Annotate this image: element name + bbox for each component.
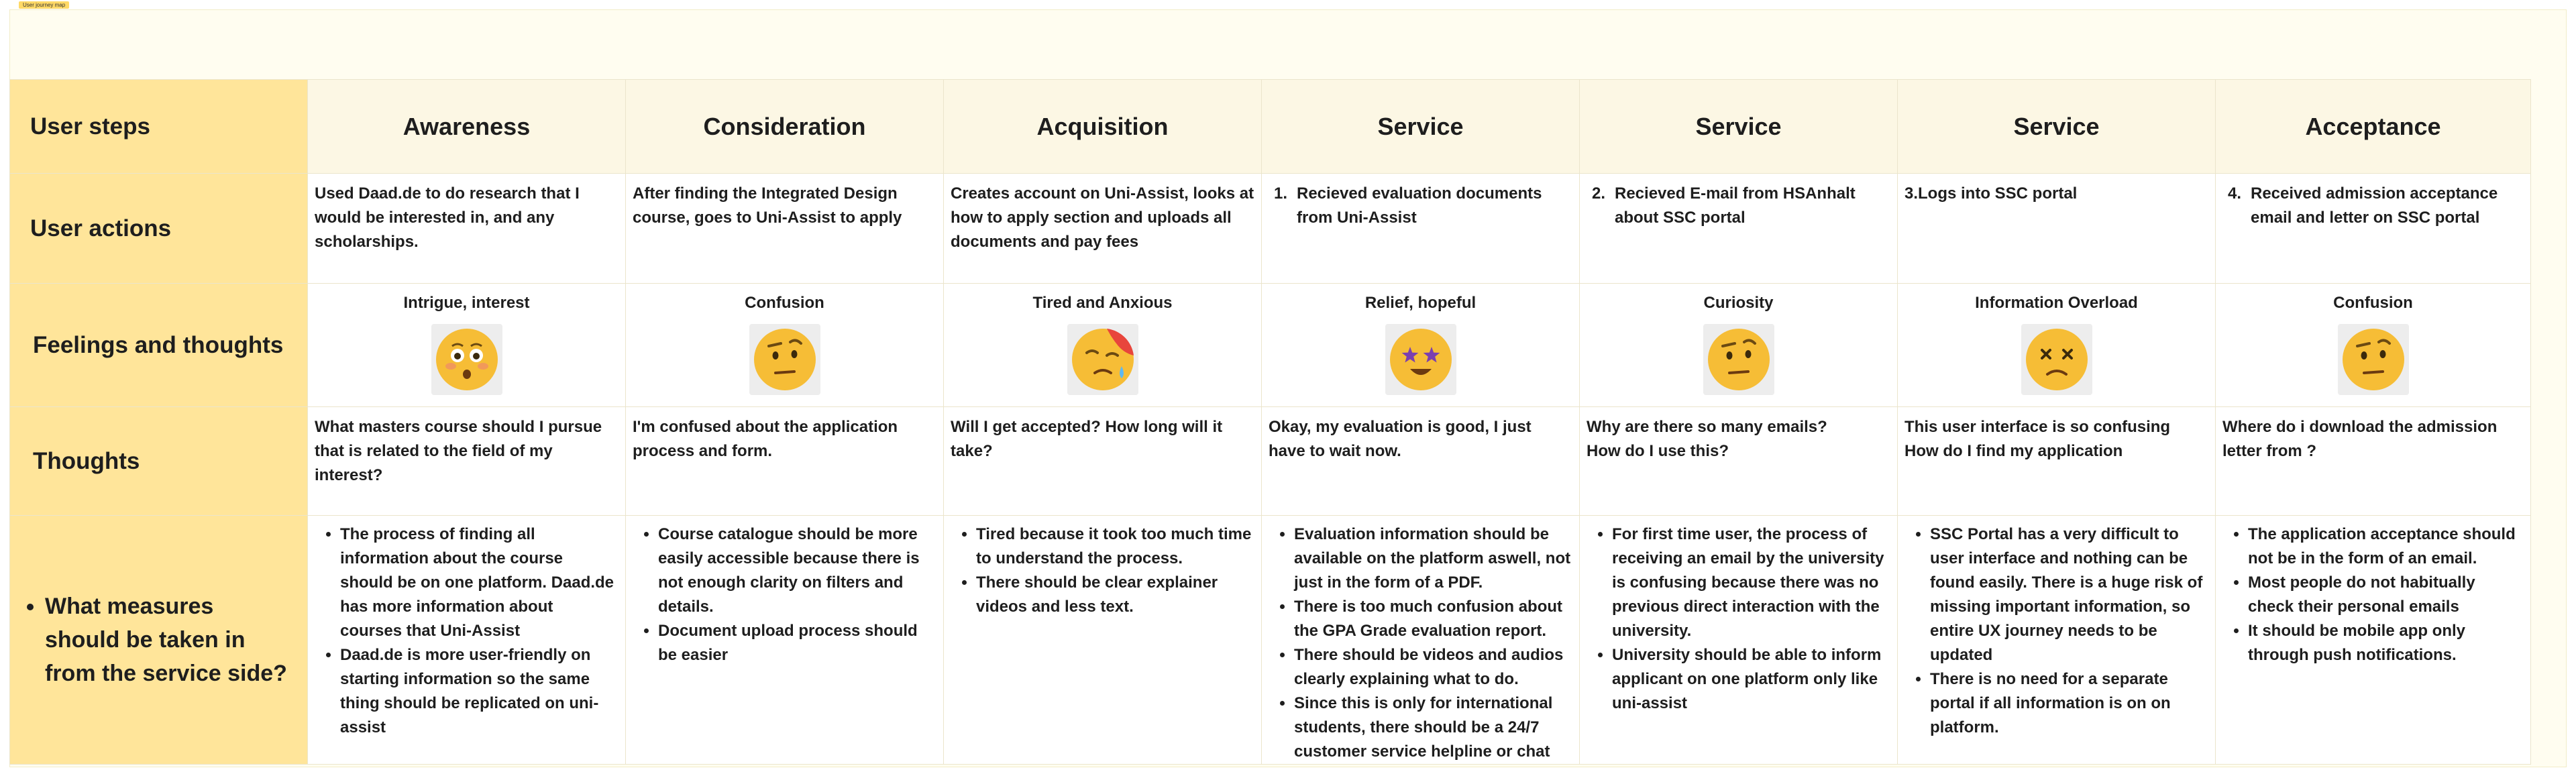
- feeling-label: Relief, hopeful: [1364, 294, 1477, 312]
- thought-cell: [1262, 407, 1580, 516]
- phase-header: Service: [1580, 80, 1898, 174]
- feeling-cell: [1262, 284, 1580, 407]
- user-action-cell: [1262, 174, 1580, 284]
- star-struck-face-icon: [1385, 324, 1456, 395]
- feeling-cell: [1580, 284, 1898, 407]
- feeling-cell: [2216, 284, 2531, 407]
- dizzy-face-icon: [2021, 324, 2092, 395]
- measures-cell: [1580, 516, 1898, 765]
- thought-text: I'm confused about the application process and form.: [633, 418, 898, 460]
- measures-cell: [1262, 516, 1580, 765]
- feeling-label: Intrigue, interest: [403, 294, 530, 312]
- user-action-text: [1580, 174, 1897, 230]
- measure-item: • There is too much confusion about the GPA Grade evaluation report.: [1294, 595, 1572, 643]
- user-action-cell: [1898, 174, 2216, 284]
- phase-header: Acquisition: [944, 80, 1262, 174]
- feeling-label: Tired and Anxious: [1032, 294, 1173, 312]
- feeling-label: Confusion: [2333, 294, 2413, 312]
- user-action-text: Creates account on Uni-Assist, looks at how to apply section and uploads all documents and pay fees: [951, 184, 1254, 251]
- tired-anxious-face-icon: [1067, 324, 1138, 395]
- flushed-face-icon: [431, 324, 502, 395]
- section-label: User journey map: [19, 1, 69, 9]
- row-label-user-actions: User actions: [10, 174, 308, 284]
- phase-header: Service: [1898, 80, 2216, 174]
- thought-cell: [626, 407, 944, 516]
- raised-eyebrow-face-icon: [2338, 324, 2409, 395]
- measure-item: • The application acceptance should not be in the form of an email.: [2248, 522, 2524, 571]
- measure-item: • There should be videos and audios clearly explaining what to do.: [1294, 643, 1572, 692]
- feeling-cell: [1898, 284, 2216, 407]
- measure-item: • University should be able to inform applicant on one platform only like uni-assist: [1612, 643, 1890, 716]
- measure-item: • Since this is only for international students, there should be a 24/7 customer service helpline or chat: [1294, 692, 1572, 764]
- user-action-cell: [1580, 174, 1898, 284]
- user-action-cell: [308, 174, 626, 284]
- row-label-measures: [10, 516, 308, 765]
- measure-item: • Document upload process should be easier: [658, 619, 936, 667]
- measure-item: • For first time user, the process of receiving an email by the university is confusing because there was no previous direct interaction with the university.: [1612, 522, 1890, 643]
- measure-item: • There should be clear explainer videos and less text.: [976, 571, 1254, 619]
- row-label-feelings: Feelings and thoughts: [10, 284, 308, 407]
- user-action-cell: [2216, 174, 2531, 284]
- thought-cell: [1580, 407, 1898, 516]
- row-label-user-steps: User steps: [10, 80, 308, 174]
- measures-list: [1262, 516, 1579, 764]
- step-number: 2.: [1592, 184, 1606, 203]
- thought-text: This user interface is so confusing How do I find my application: [1904, 418, 2171, 460]
- feeling-label: Curiosity: [1703, 294, 1774, 312]
- measure-item: • The process of finding all information about the course should be on one platform. Daad.de has more information about courses that Uni-Assist: [340, 522, 619, 643]
- thought-text: Why are there so many emails? How do I use this?: [1587, 418, 1827, 460]
- measure-item: • Daad.de is more user-friendly on starting information so the same thing should be replicated on uni-assist: [340, 643, 619, 740]
- measure-item: • Most people do not habitually check their personal emails: [2248, 571, 2524, 619]
- thought-cell: [2216, 407, 2531, 516]
- feeling-cell: [308, 284, 626, 407]
- step-number: 4.: [2228, 184, 2242, 203]
- user-action-cell: [944, 174, 1262, 284]
- thought-text: Okay, my evaluation is good, I just have to wait now.: [1269, 418, 1532, 460]
- measure-item: • Tired because it took too much time to understand the process.: [976, 522, 1254, 571]
- user-action-text: [2216, 174, 2530, 230]
- measure-item: • Course catalogue should be more easily accessible because there is not enough clarity on filters and details.: [658, 522, 936, 619]
- user-action-text: After finding the Integrated Design course, goes to Uni-Assist to apply: [633, 184, 902, 227]
- phase-header: Consideration: [626, 80, 944, 174]
- measures-list: [1898, 516, 2215, 740]
- raised-eyebrow-face-icon: [749, 324, 820, 395]
- user-action-text: [1262, 174, 1579, 230]
- journey-map-table: [9, 79, 2531, 765]
- measure-item: • SSC Portal has a very difficult to user interface and nothing can be found easily. There is a huge risk of missing important information, so entire UX journey needs to be updated: [1930, 522, 2208, 667]
- measures-cell: [944, 516, 1262, 765]
- measures-list: [2216, 516, 2530, 667]
- measures-cell: [1898, 516, 2216, 765]
- feeling-label: Confusion: [745, 294, 824, 312]
- user-action-label: Recieved E-mail from HSAnhalt about SSC portal: [1615, 184, 1856, 227]
- measure-item: • It should be mobile app only through push notifications.: [2248, 619, 2524, 667]
- raised-eyebrow-face-icon: [1703, 324, 1774, 395]
- measures-list: [626, 516, 943, 667]
- thought-text: Will I get accepted? How long will it take?: [951, 418, 1223, 460]
- measures-cell: [2216, 516, 2531, 765]
- phase-header: Awareness: [308, 80, 626, 174]
- step-number: 1.: [1274, 184, 1288, 203]
- row-label-thoughts: Thoughts: [10, 407, 308, 516]
- thought-cell: [944, 407, 1262, 516]
- phase-header: Acceptance: [2216, 80, 2531, 174]
- thought-text: Where do i download the admission letter from ?: [2222, 418, 2498, 460]
- user-action-text: Used Daad.de to do research that I would be interested in, and any scholarships.: [315, 184, 580, 251]
- phase-header: Service: [1262, 80, 1580, 174]
- measures-cell: [308, 516, 626, 765]
- measures-cell: [626, 516, 944, 765]
- feeling-label: Information Overload: [1975, 294, 2138, 312]
- user-action-label: Recieved evaluation documents from Uni-Assist: [1297, 184, 1542, 227]
- measures-list: [308, 516, 625, 740]
- user-action-label: Received admission acceptance email and letter on SSC portal: [2251, 184, 2498, 227]
- thought-cell: [1898, 407, 2216, 516]
- thought-text: What masters course should I pursue that is related to the field of my interest?: [315, 418, 602, 484]
- user-action-cell: [626, 174, 944, 284]
- measures-list: [944, 516, 1261, 619]
- user-action-text: 3.Logs into SSC portal: [1904, 184, 2078, 203]
- measure-item: • There is no need for a separate portal if all information is on on platform.: [1930, 667, 2208, 740]
- feeling-cell: [944, 284, 1262, 407]
- measure-item: • Evaluation information should be available on the platform aswell, not just in the form of a PDF.: [1294, 522, 1572, 595]
- feeling-cell: [626, 284, 944, 407]
- thought-cell: [308, 407, 626, 516]
- measures-list: [1580, 516, 1897, 716]
- measures-label-text: • What measures should be taken in from the service side?: [45, 590, 307, 690]
